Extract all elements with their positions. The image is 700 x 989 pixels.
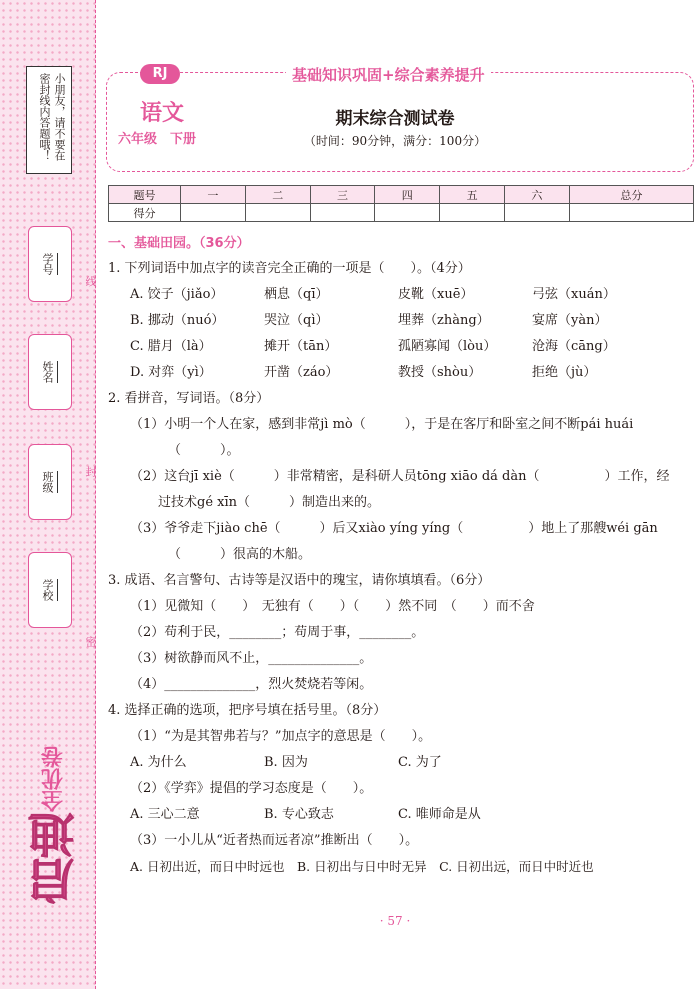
option-word: 教授（shòu） (398, 365, 482, 380)
q1-option-b (108, 310, 694, 336)
page-number: · 57 · (379, 914, 411, 928)
paper-title: 期末综合测试卷 (335, 109, 455, 129)
option-text: A. 三心二意 (130, 807, 200, 822)
q2-item: （2）这台jī xiè（ ）非常精密，是科研人员tōng xiāo dá dàn（ ）工作，经 (130, 469, 670, 484)
question-4-stem: 4. 选择正确的选项，把序号填在括号里。（8分） (108, 703, 387, 718)
option-text: C. 唯师命是从 (398, 807, 481, 822)
class-field[interactable] (28, 444, 72, 520)
option-word: A. 饺子（jiǎo） (130, 287, 224, 302)
seal-notice: 小朋友，请不要在密封线内答题哦！ (26, 66, 72, 174)
question-1-stem: 1. 下列词语中加点字的读音完全正确的一项是（ ）。（4分） (108, 261, 471, 276)
q4-sub-2-options (108, 804, 694, 830)
student-id-label: 学号 (39, 253, 58, 275)
option-text: B. 因为 (264, 755, 308, 770)
q4-sub-1-options (108, 752, 694, 778)
section-title: 一、基础田园。（36分） (108, 236, 250, 251)
subject-title: 语文 (140, 100, 185, 126)
school-label: 学校 (39, 579, 58, 601)
option-word: 埋葬（zhàng） (398, 313, 490, 328)
brand-big: 启迪 (27, 812, 81, 904)
edition-tag: RJ (140, 64, 180, 84)
grade-label: 六年级 下册 (118, 132, 197, 147)
option-word: 弓弦（xuán） (532, 287, 616, 302)
score-input[interactable] (375, 204, 440, 222)
option-word: D. 对弈（yì） (130, 365, 212, 380)
q4-sub-3: （3）一小儿从“近者热而远者凉”推断出（ ）。 (130, 833, 419, 848)
q4-sub-1: （1）“为是其智弗若与？”加点字的意思是（ ）。 (130, 729, 432, 744)
score-input-row (109, 204, 694, 222)
q4-sub-2: （2）《学弈》提倡的学习态度是（ ）。 (130, 781, 373, 796)
seal-mark-secret: 密 (84, 636, 97, 647)
class-label: 班级 (39, 471, 58, 493)
option-word: B. 挪动（nuó） (130, 313, 225, 328)
score-input[interactable] (245, 204, 310, 222)
score-input[interactable] (569, 204, 693, 222)
q3-item: （2）苟利于民，________；苟周于事，________。 (130, 625, 425, 640)
option-word: 摊开（tān） (264, 339, 338, 354)
option-word: 皮靴（xuē） (398, 287, 474, 302)
option-word: 栖息（qī） (264, 287, 329, 302)
name-field[interactable] (28, 334, 72, 410)
score-input[interactable] (440, 204, 505, 222)
option-text: B. 专心致志 (264, 807, 334, 822)
option-text: A. 为什么 (130, 755, 187, 770)
school-field[interactable] (28, 552, 72, 628)
question-2-stem: 2. 看拼音，写词语。（8分） (108, 391, 270, 406)
exam-content (108, 232, 694, 882)
name-label: 姓名 (39, 361, 58, 383)
option-word: 孤陋寡闻（lòu） (398, 339, 497, 354)
option-word: 哭泣（qì） (264, 313, 329, 328)
student-id-field[interactable] (28, 226, 72, 302)
seal-mark-line: 线 (84, 276, 97, 287)
brand-small: 全优卷 (41, 746, 67, 812)
score-cell: 二 (245, 186, 310, 204)
score-cell: 得分 (109, 204, 181, 222)
option-word: 沧海（cāng） (532, 339, 616, 354)
option-text: C. 为了 (398, 755, 442, 770)
option-word: 拒绝（jù） (532, 365, 597, 380)
q1-option-a (108, 284, 694, 310)
question-3-stem: 3. 成语、名言警句、古诗等是汉语中的瑰宝，请你填填看。（6分） (108, 573, 491, 588)
option-word: 宴席（yàn） (532, 313, 608, 328)
score-header-row (109, 186, 694, 204)
score-cell: 三 (310, 186, 375, 204)
q2-item-cont: 过技术gé xīn（ ）制造出来的。 (158, 495, 381, 510)
header-banner: 基础知识巩固+综合素养提升 (286, 64, 491, 85)
score-cell: 五 (440, 186, 505, 204)
option-word: C. 腊月（là） (130, 339, 212, 354)
score-cell: 题号 (109, 186, 181, 204)
score-cell: 六 (504, 186, 569, 204)
q4-sub-3-options: A. 日初出近，而日中时远也 B. 日初出与日中时无异 C. 日初出远，而日中时近也 (130, 859, 594, 874)
score-table (108, 185, 694, 222)
q2-item: （3）爷爷走下jiào chē（ ）后又xiào yíng yíng（ ）地上了那艘wéi gān (130, 521, 658, 536)
seal-mark-seal: 封 (84, 466, 97, 477)
q1-option-d (108, 362, 694, 388)
score-cell: 总分 (569, 186, 693, 204)
score-input[interactable] (181, 204, 246, 222)
option-word: 开凿（záo） (264, 365, 339, 380)
q2-item-cont: （ ）。 (168, 443, 240, 458)
score-cell: 一 (181, 186, 246, 204)
q2-item: （1）小明一个人在家，感到非常jì mò（ ），于是在客厅和卧室之间不断pái huái (130, 417, 634, 432)
q3-item: （3）树欲静而风不止，______________。 (130, 651, 373, 666)
score-input[interactable] (504, 204, 569, 222)
q3-item: （1）见微知（ ） 无独有（ ）（ ）然不同 （ ）而不舍 (130, 599, 535, 614)
q2-item-cont: （ ）很高的木船。 (168, 547, 312, 562)
score-input[interactable] (310, 204, 375, 222)
q1-option-c (108, 336, 694, 362)
q3-item: （4）______________，烈火焚烧若等闲。 (130, 677, 373, 692)
paper-subtitle: （时间：90分钟，满分：100分） (303, 134, 487, 148)
score-cell: 四 (375, 186, 440, 204)
